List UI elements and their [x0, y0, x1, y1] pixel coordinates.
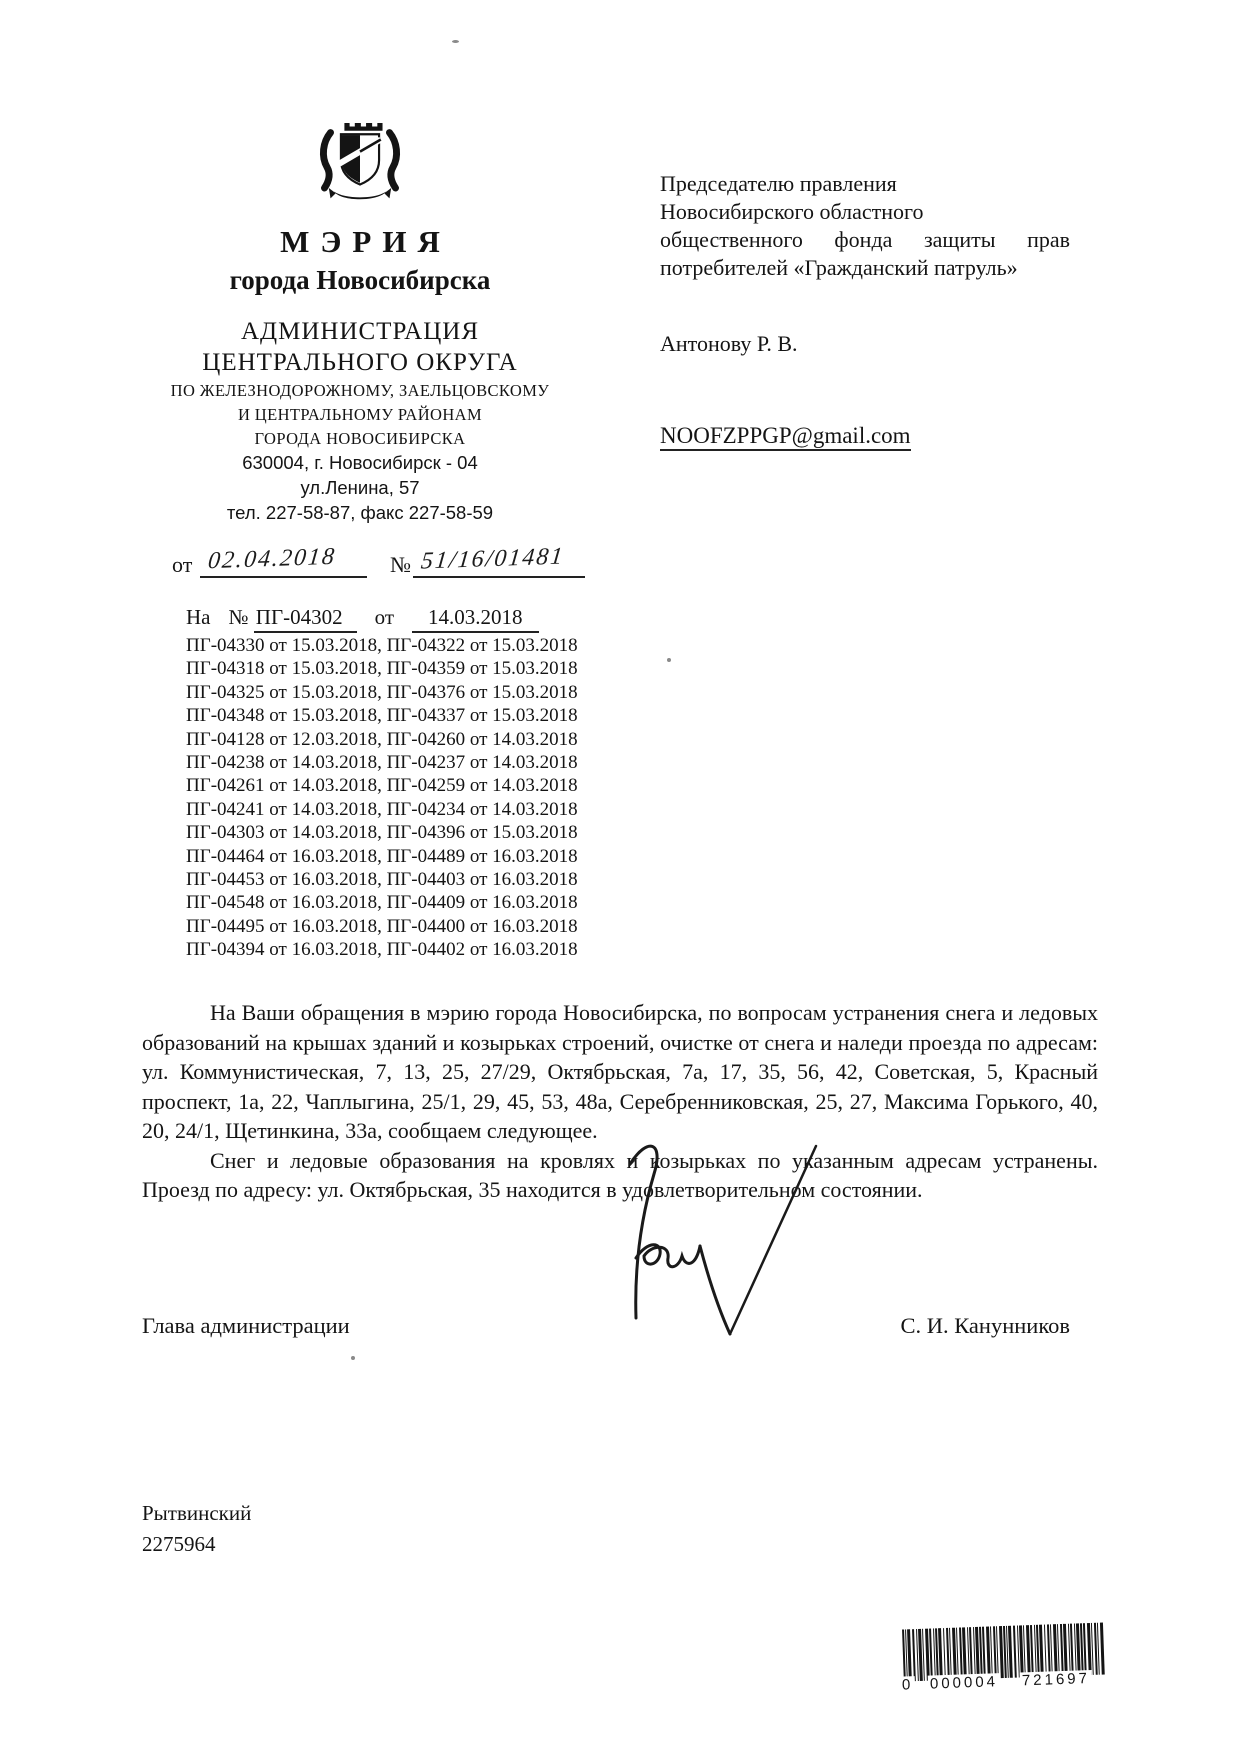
reference-line: ПГ-04241 от 14.03.2018, ПГ-04234 от 14.03.2018 — [186, 798, 578, 820]
reference-line: ПГ-04261 от 14.03.2018, ПГ-04259 от 14.03.2018 — [186, 775, 578, 797]
dept-line4: И ЦЕНТРАЛЬНОМУ РАЙОНАМ — [237, 405, 483, 424]
reference-line: ПГ-04325 от 15.03.2018, ПГ-04376 от 15.03.2018 — [186, 681, 578, 703]
reference-line: ПГ-04495 от 16.03.2018, ПГ-04400 от 16.03.2018 — [186, 915, 578, 937]
reference-header — [186, 605, 606, 633]
dept-line5: ГОРОДА НОВОСИБИРСКА — [254, 429, 466, 448]
body-paragraph-1: На Ваши обращения в мэрию города Новосибирска, по вопросам устранения снега и ледовых образований на крышах зданий и козырьках строений, очистке от снега и наледи проезда по адресам: ул. Коммунистическая, 7, 13, 25, 27/29, Октябрьская, 7а, 17, 35, 56, 42, Советская, 5, Красный проспект, 1а, 22, Чаплыгина, 25/1, 29, 45, 53, 48а, Серебренниковская, 25, 27, Максима Горького, 40, 20, 24/1, Щетинкина, 33а, сообщаем следующее. — [142, 1000, 1098, 1143]
reference-line: ПГ-04453 от 16.03.2018, ПГ-04403 от 16.03.2018 — [186, 869, 578, 891]
barcode-digit-left: 0 — [901, 1676, 914, 1694]
org-name-line1: МЭРИЯ — [280, 224, 451, 259]
reference-ot-label: от — [374, 605, 395, 629]
reference-line: ПГ-04128 от 12.03.2018, ПГ-04260 от 14.03.2018 — [186, 728, 578, 750]
barcode — [901, 1622, 1106, 1694]
body-paragraph-2: Снег и ледовые образования на кровлях и козырьках по указанным адресам устранены. Проезд по адресу: ул. Октябрьская, 35 находится в удовлетворительном состоянии. — [142, 1147, 1098, 1202]
addressee-line3: общественного фонда защиты прав — [660, 227, 1070, 252]
reference-number-sign: № — [228, 605, 249, 629]
outgoing-number-row — [140, 543, 610, 580]
dept-line1: АДМИНИСТРАЦИЯ — [241, 318, 479, 345]
reference-line: ПГ-04303 от 14.03.2018, ПГ-04396 от 15.03.2018 — [186, 822, 578, 844]
handwritten-signature — [578, 1136, 828, 1341]
reference-line: ПГ-04548 от 16.03.2018, ПГ-04409 от 16.03.2018 — [186, 892, 578, 914]
executor-phone: 2275964 — [142, 1532, 216, 1556]
handwritten-number: 51/16/01481 — [419, 543, 566, 575]
addressee-block — [660, 170, 1070, 450]
addressee-line2: Новосибирского областного — [660, 199, 924, 224]
signer-title: Глава администрации — [142, 1313, 350, 1338]
dept-line3: ПО ЖЕЛЕЗНОДОРОЖНОМУ, ЗАЕЛЬЦОВСКОМУ — [170, 381, 550, 400]
outgoing-number-label: № — [390, 552, 411, 577]
barcode-digits-right: 721697 — [1021, 1670, 1091, 1690]
scan-speck — [452, 40, 459, 43]
reference-date: 14.03.2018 — [412, 605, 539, 633]
reference-line: ПГ-04330 от 15.03.2018, ПГ-04322 от 15.03.2018 — [186, 635, 578, 656]
reference-na-label: На — [186, 605, 211, 629]
executor-name: Рытвинский — [142, 1501, 252, 1525]
reference-line: ПГ-04318 от 15.03.2018, ПГ-04359 от 15.03.2018 — [186, 658, 578, 680]
novosibirsk-coat-of-arms-icon — [308, 112, 412, 212]
executor-block — [142, 1498, 251, 1560]
org-name-line2: города Новосибирска — [229, 265, 491, 295]
reference-line: ПГ-04348 от 15.03.2018, ПГ-04337 от 15.03.2018 — [186, 705, 578, 727]
barcode-digits-mid: 000004 — [929, 1673, 999, 1693]
outgoing-date-field — [200, 543, 367, 578]
outgoing-date-label: от — [172, 552, 193, 577]
reference-line: ПГ-04394 от 16.03.2018, ПГ-04402 от 16.03.2018 — [186, 939, 578, 961]
addressee-line4: потребителей «Гражданский патруль» — [660, 255, 1018, 280]
addressee-email: NOOFZPPGP@gmail.com — [660, 422, 1070, 450]
reference-line: ПГ-04238 от 14.03.2018, ПГ-04237 от 14.03.2018 — [186, 752, 578, 774]
dept-line2: ЦЕНТРАЛЬНОГО ОКРУГА — [202, 349, 518, 376]
addressee-name: Антонову Р. В. — [660, 331, 798, 356]
reference-line: ПГ-04464 от 16.03.2018, ПГ-04489 от 16.03.2018 — [186, 845, 578, 867]
phone-fax: тел. 227-58-87, факс 227-58-59 — [226, 502, 494, 523]
signer-name: С. И. Канунников — [900, 1313, 1070, 1338]
addressee-line1: Председателю правления — [660, 171, 897, 196]
reference-list — [186, 634, 616, 962]
postal-address: 630004, г. Новосибирск - 04 — [242, 452, 478, 473]
street-address: ул.Ленина, 57 — [300, 477, 420, 498]
outgoing-number-field — [413, 543, 585, 578]
scan-speck — [667, 658, 671, 662]
letterhead — [140, 112, 580, 524]
reference-number: ПГ-04302 — [254, 605, 357, 633]
scan-speck — [351, 1356, 355, 1360]
handwritten-date: 02.04.2018 — [206, 543, 338, 575]
